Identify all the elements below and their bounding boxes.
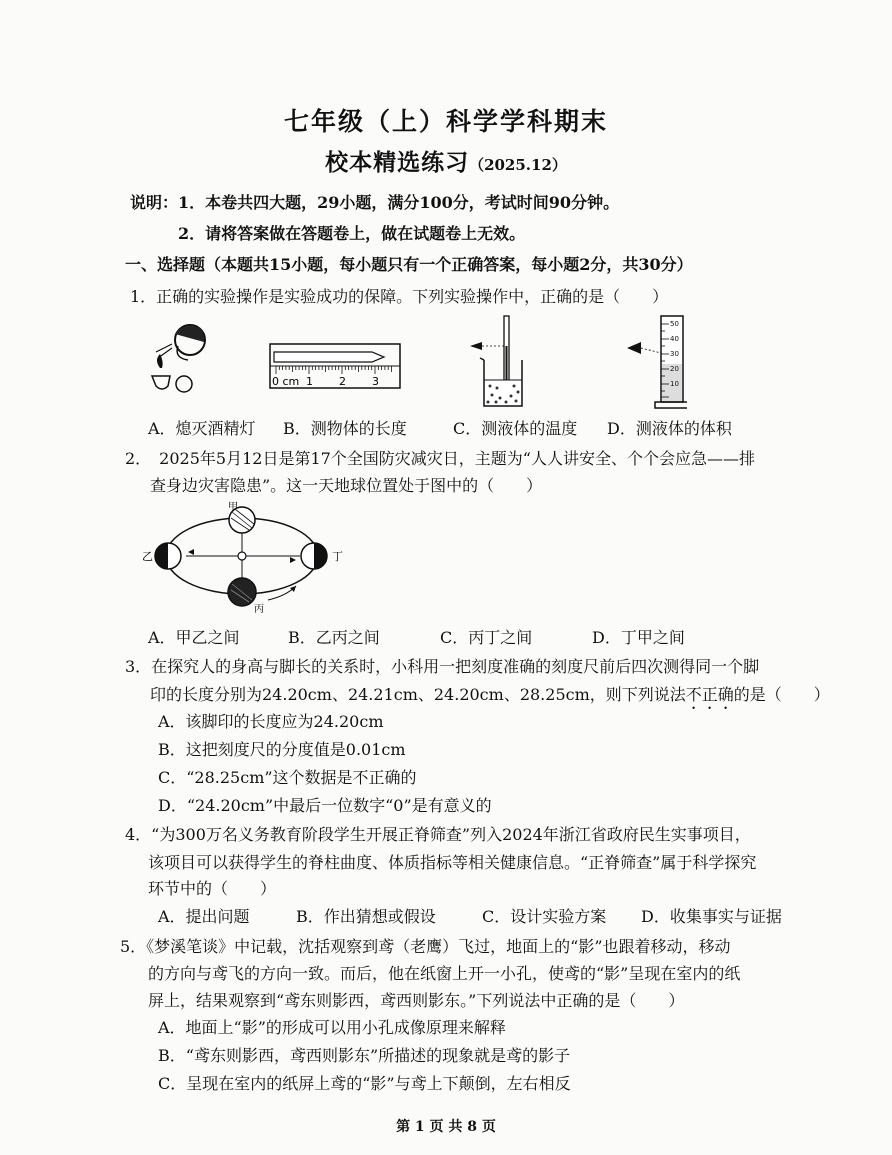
q2-option-b: B．乙丙之间 [288,628,380,647]
q4-stem-line-3: 环节中的（ ） [148,879,277,898]
q2-stem-line-2: 查身边灾害隐患”。这一天地球位置处于图中的（ ） [150,476,543,495]
figure-earth-orbit [136,500,346,618]
q2-option-a: A．甲乙之间 [148,628,240,647]
label-bing: 丙 [254,604,264,615]
label-ding: 丁 [332,550,343,563]
ruler-label-3: 3 [372,375,379,388]
q5-stem-line-3: 屏上，结果观察到“鸢东则影西，鸢西则影东。”下列说法中正确的是（ ） [148,991,685,1010]
svg-text:50: 50 [670,320,679,328]
svg-text:20: 20 [670,365,679,373]
q3-stem-pre: 印的长度分别为24.20cm、24.21cm、24.20cm、28.25cm，则下列说法 [150,685,686,704]
q1-option-c: C．测液体的温度 [453,419,578,438]
svg-text:10: 10 [670,380,679,388]
q3-option-d: D．“24.20cm”中最后一位数字“0”是有意义的 [158,796,492,815]
q1-stem: 1．正确的实验操作是实验成功的保障。下列实验操作中，正确的是（ ） [130,287,669,306]
q4-option-d: D．收集事实与证据 [641,907,782,926]
exam-date: （2025.12） [469,156,567,174]
q3-stem-post: 的是（ ） [733,685,830,704]
ruler-label-0: 0 cm [272,375,300,388]
section-heading: 一、选择题（本题共15小题，每小题只有一个正确答案，每小题2分，共30分） [125,255,693,274]
ruler-label-1: 1 [306,375,313,388]
ruler-label-2: 2 [339,375,346,388]
q4-option-c: C．设计实验方案 [482,907,607,926]
svg-text:30: 30 [670,350,679,358]
figure-a-blow-lamp [148,316,218,400]
q1-option-b: B．测物体的长度 [283,419,407,438]
label-jia: 甲 [228,502,238,513]
q3-option-a: A．该脚印的长度应为24.20cm [158,712,384,731]
page-title: 七年级（上）科学学科期末 [283,107,608,136]
notes-line-2: 2．请将答案做在答题卷上，做在试题卷上无效。 [178,224,526,243]
subtitle-text: 校本精选练习 [325,149,470,176]
svg-text:40: 40 [670,335,679,343]
q2-option-d: D．丁甲之间 [592,628,685,647]
q5-option-b: B．“鸢东则影西，鸢西则影东”所描述的现象就是鸢的影子 [158,1046,571,1065]
q3-stem-emphasis: 不正确 [685,685,734,704]
q5-option-c: C．呈现在室内的纸屏上鸢的“影”与鸢上下颠倒，左右相反 [158,1074,571,1093]
figure-b-ruler [268,340,403,392]
q3-option-c: C．“28.25cm”这个数据是不正确的 [158,768,417,787]
q4-stem-line-1: 4．“为300万名义务教育阶段学生开展正脊筛查”列入2024年浙江省政府民生实事项目， [125,825,751,844]
figure-c-thermometer [466,312,526,412]
q1-option-d: D．测液体的体积 [607,419,732,438]
label-yi: 乙 [142,550,153,563]
q3-stem-line-1: 3．在探究人的身高与脚长的关系时，小科用一把刻度准确的刻度尺前后四次测得同一个脚 [125,657,760,676]
page-number: 第 1 页 共 8 页 [396,1119,496,1135]
page-subtitle [0,144,892,177]
q2-stem-line-1: 2． 2025年5月12日是第17个全国防灾减灾日，主题为“人人讲安全、个个会应急——排 [125,449,755,468]
q4-option-b: B．作出猜想或假设 [296,907,436,926]
notes-line-1: 说明：1．本卷共四大题，29小题，满分100分，考试时间90分钟。 [130,193,620,212]
figure-d-cylinder [623,312,687,412]
q2-option-c: C．丙丁之间 [440,628,533,647]
q4-option-a: A．提出问题 [158,907,250,926]
q4-stem-line-2: 该项目可以获得学生的脊柱曲度、体质指标等相关健康信息。“正脊筛查”属于科学探究 [148,853,757,872]
q5-stem-line-1: 5．《梦溪笔谈》中记载，沈括观察到鸢（老鹰）飞过，地面上的“影”也跟着移动，移动 [120,937,731,956]
q3-option-b: B．这把刻度尺的分度值是0.01cm [158,740,406,759]
q1-option-a: A．熄灭酒精灯 [148,419,256,438]
q5-option-a: A．地面上“影”的形成可以用小孔成像原理来解释 [158,1018,506,1037]
q5-stem-line-2: 的方向与鸢飞的方向一致。而后，他在纸窗上开一小孔，使鸢的“影”呈现在室内的纸 [148,964,741,983]
